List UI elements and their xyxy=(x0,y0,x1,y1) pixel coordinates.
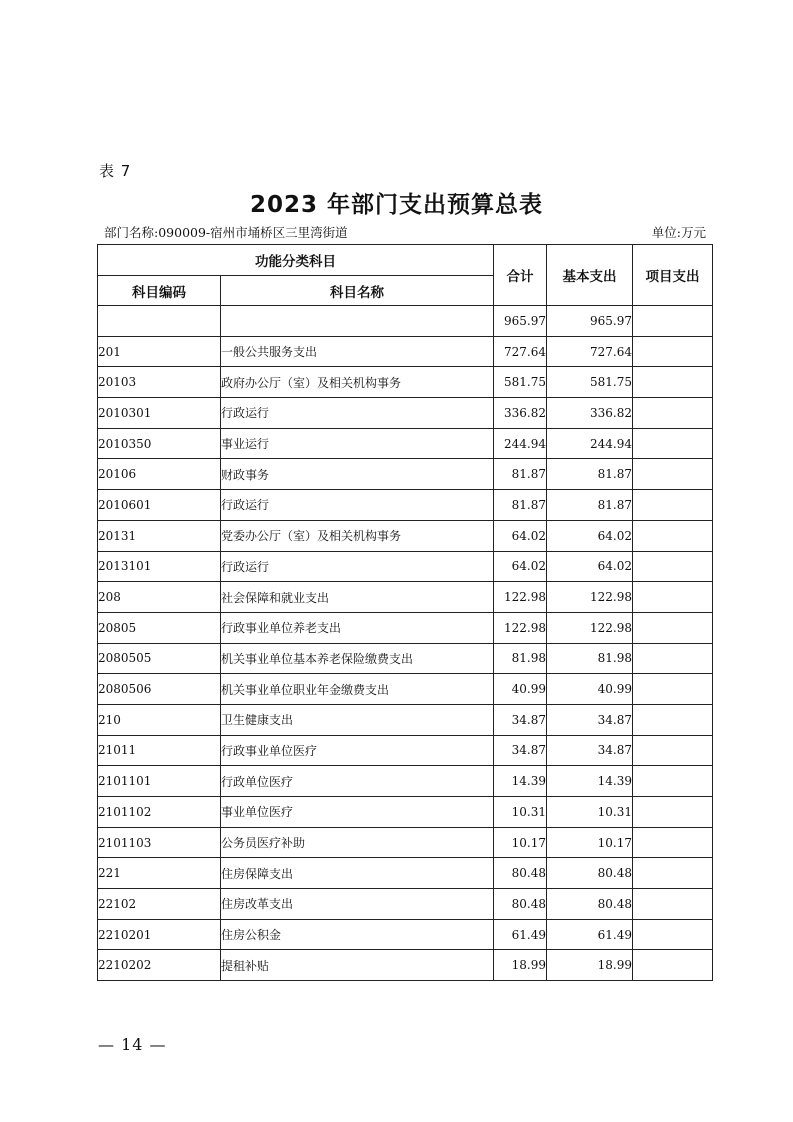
cell-project-expenditure xyxy=(633,490,713,521)
cell-total: 64.02 xyxy=(494,551,547,582)
cell-total: 10.17 xyxy=(494,827,547,858)
cell-subject-code xyxy=(98,306,221,337)
cell-basic-expenditure: 14.39 xyxy=(547,766,633,797)
cell-project-expenditure xyxy=(633,336,713,367)
cell-subject-name: 住房改革支出 xyxy=(221,889,494,920)
cell-subject-name: 事业运行 xyxy=(221,428,494,459)
table-row xyxy=(98,306,713,337)
cell-total: 81.87 xyxy=(494,459,547,490)
cell-subject-name: 社会保障和就业支出 xyxy=(221,582,494,613)
cell-project-expenditure xyxy=(633,643,713,674)
cell-total: 14.39 xyxy=(494,766,547,797)
cell-basic-expenditure: 64.02 xyxy=(547,520,633,551)
cell-subject-name: 党委办公厅（室）及相关机构事务 xyxy=(221,520,494,551)
table-row xyxy=(98,398,713,429)
cell-project-expenditure xyxy=(633,950,713,981)
cell-subject-name: 提租补贴 xyxy=(221,950,494,981)
department-name: 部门名称:090009-宿州市埇桥区三里湾街道 xyxy=(104,225,348,240)
cell-total: 64.02 xyxy=(494,520,547,551)
table-row xyxy=(98,643,713,674)
cell-subject-name: 行政运行 xyxy=(221,551,494,582)
cell-subject-name: 机关事业单位基本养老保险缴费支出 xyxy=(221,643,494,674)
page-title: 2023 年部门支出预算总表 xyxy=(249,192,544,218)
cell-basic-expenditure: 40.99 xyxy=(547,674,633,705)
header-project-expenditure: 项目支出 xyxy=(633,245,713,306)
cell-subject-name: 行政事业单位养老支出 xyxy=(221,612,494,643)
header-basic-expenditure: 基本支出 xyxy=(547,245,633,306)
cell-project-expenditure xyxy=(633,766,713,797)
header-subject-code: 科目编码 xyxy=(98,276,221,306)
table-row xyxy=(98,367,713,398)
cell-total: 581.75 xyxy=(494,367,547,398)
page-number: — 14 — xyxy=(98,1035,167,1054)
cell-project-expenditure xyxy=(633,704,713,735)
table-row xyxy=(98,797,713,828)
cell-project-expenditure xyxy=(633,428,713,459)
cell-subject-name: 政府办公厅（室）及相关机构事务 xyxy=(221,367,494,398)
cell-basic-expenditure: 81.98 xyxy=(547,643,633,674)
cell-basic-expenditure: 244.94 xyxy=(547,428,633,459)
table-label: 表 7 xyxy=(99,162,132,180)
cell-subject-name: 行政单位医疗 xyxy=(221,766,494,797)
cell-basic-expenditure: 965.97 xyxy=(547,306,633,337)
cell-subject-name: 行政运行 xyxy=(221,398,494,429)
cell-total: 61.49 xyxy=(494,919,547,950)
cell-basic-expenditure: 80.48 xyxy=(547,858,633,889)
cell-basic-expenditure: 336.82 xyxy=(547,398,633,429)
cell-subject-name: 住房公积金 xyxy=(221,919,494,950)
table-row xyxy=(98,551,713,582)
cell-total: 80.48 xyxy=(494,889,547,920)
table-row xyxy=(98,612,713,643)
cell-project-expenditure xyxy=(633,459,713,490)
cell-subject-code: 2010301 xyxy=(98,398,221,429)
cell-subject-code: 2080505 xyxy=(98,643,221,674)
cell-basic-expenditure: 80.48 xyxy=(547,889,633,920)
cell-subject-code: 21011 xyxy=(98,735,221,766)
cell-total: 965.97 xyxy=(494,306,547,337)
header-function-category: 功能分类科目 xyxy=(98,245,494,276)
cell-total: 244.94 xyxy=(494,428,547,459)
cell-total: 10.31 xyxy=(494,797,547,828)
header-total: 合计 xyxy=(494,245,547,306)
cell-subject-code: 210 xyxy=(98,704,221,735)
cell-total: 34.87 xyxy=(494,735,547,766)
table-row xyxy=(98,766,713,797)
table-row xyxy=(98,827,713,858)
cell-subject-code: 221 xyxy=(98,858,221,889)
cell-total: 336.82 xyxy=(494,398,547,429)
cell-basic-expenditure: 81.87 xyxy=(547,490,633,521)
cell-basic-expenditure: 122.98 xyxy=(547,582,633,613)
cell-project-expenditure xyxy=(633,367,713,398)
cell-project-expenditure xyxy=(633,827,713,858)
table-row xyxy=(98,735,713,766)
cell-subject-code: 20103 xyxy=(98,367,221,398)
table-row xyxy=(98,428,713,459)
cell-basic-expenditure: 18.99 xyxy=(547,950,633,981)
table-row xyxy=(98,582,713,613)
cell-project-expenditure xyxy=(633,889,713,920)
cell-project-expenditure xyxy=(633,582,713,613)
cell-total: 81.98 xyxy=(494,643,547,674)
table-row xyxy=(98,950,713,981)
header-subject-name: 科目名称 xyxy=(221,276,494,306)
cell-project-expenditure xyxy=(633,551,713,582)
cell-subject-code: 201 xyxy=(98,336,221,367)
cell-subject-code: 2101102 xyxy=(98,797,221,828)
cell-basic-expenditure: 727.64 xyxy=(547,336,633,367)
cell-subject-name: 公务员医疗补助 xyxy=(221,827,494,858)
cell-subject-code: 20805 xyxy=(98,612,221,643)
cell-total: 727.64 xyxy=(494,336,547,367)
cell-subject-name: 卫生健康支出 xyxy=(221,704,494,735)
cell-subject-code: 2010350 xyxy=(98,428,221,459)
cell-project-expenditure xyxy=(633,612,713,643)
cell-basic-expenditure: 61.49 xyxy=(547,919,633,950)
cell-basic-expenditure: 122.98 xyxy=(547,612,633,643)
cell-total: 40.99 xyxy=(494,674,547,705)
cell-basic-expenditure: 10.31 xyxy=(547,797,633,828)
table-row xyxy=(98,889,713,920)
cell-total: 80.48 xyxy=(494,858,547,889)
unit-label: 单位:万元 xyxy=(651,225,706,240)
cell-project-expenditure xyxy=(633,674,713,705)
cell-subject-name: 财政事务 xyxy=(221,459,494,490)
cell-project-expenditure xyxy=(633,919,713,950)
cell-subject-code: 2210201 xyxy=(98,919,221,950)
cell-total: 18.99 xyxy=(494,950,547,981)
cell-subject-code: 2013101 xyxy=(98,551,221,582)
cell-subject-code: 2101103 xyxy=(98,827,221,858)
cell-subject-code: 2080506 xyxy=(98,674,221,705)
cell-total: 81.87 xyxy=(494,490,547,521)
cell-basic-expenditure: 64.02 xyxy=(547,551,633,582)
table-row xyxy=(98,336,713,367)
cell-project-expenditure xyxy=(633,520,713,551)
cell-subject-name: 行政运行 xyxy=(221,490,494,521)
cell-total: 122.98 xyxy=(494,612,547,643)
cell-subject-code: 20106 xyxy=(98,459,221,490)
cell-subject-code: 2210202 xyxy=(98,950,221,981)
cell-subject-code: 22102 xyxy=(98,889,221,920)
cell-basic-expenditure: 81.87 xyxy=(547,459,633,490)
cell-project-expenditure xyxy=(633,858,713,889)
cell-subject-code: 2010601 xyxy=(98,490,221,521)
cell-basic-expenditure: 34.87 xyxy=(547,704,633,735)
cell-total: 34.87 xyxy=(494,704,547,735)
cell-project-expenditure xyxy=(633,797,713,828)
cell-project-expenditure xyxy=(633,306,713,337)
table-row xyxy=(98,490,713,521)
cell-subject-code: 20131 xyxy=(98,520,221,551)
cell-basic-expenditure: 34.87 xyxy=(547,735,633,766)
cell-subject-code: 2101101 xyxy=(98,766,221,797)
table-row xyxy=(98,674,713,705)
table-body xyxy=(98,306,713,981)
cell-subject-name: 一般公共服务支出 xyxy=(221,336,494,367)
table-row xyxy=(98,520,713,551)
cell-project-expenditure xyxy=(633,398,713,429)
budget-table xyxy=(97,244,713,981)
table-row xyxy=(98,858,713,889)
cell-subject-name: 住房保障支出 xyxy=(221,858,494,889)
table-row xyxy=(98,459,713,490)
cell-subject-name: 事业单位医疗 xyxy=(221,797,494,828)
cell-subject-code: 208 xyxy=(98,582,221,613)
cell-subject-name xyxy=(221,306,494,337)
cell-basic-expenditure: 10.17 xyxy=(547,827,633,858)
cell-total: 122.98 xyxy=(494,582,547,613)
table-row xyxy=(98,704,713,735)
cell-subject-name: 机关事业单位职业年金缴费支出 xyxy=(221,674,494,705)
cell-basic-expenditure: 581.75 xyxy=(547,367,633,398)
cell-subject-name: 行政事业单位医疗 xyxy=(221,735,494,766)
table-row xyxy=(98,919,713,950)
cell-project-expenditure xyxy=(633,735,713,766)
